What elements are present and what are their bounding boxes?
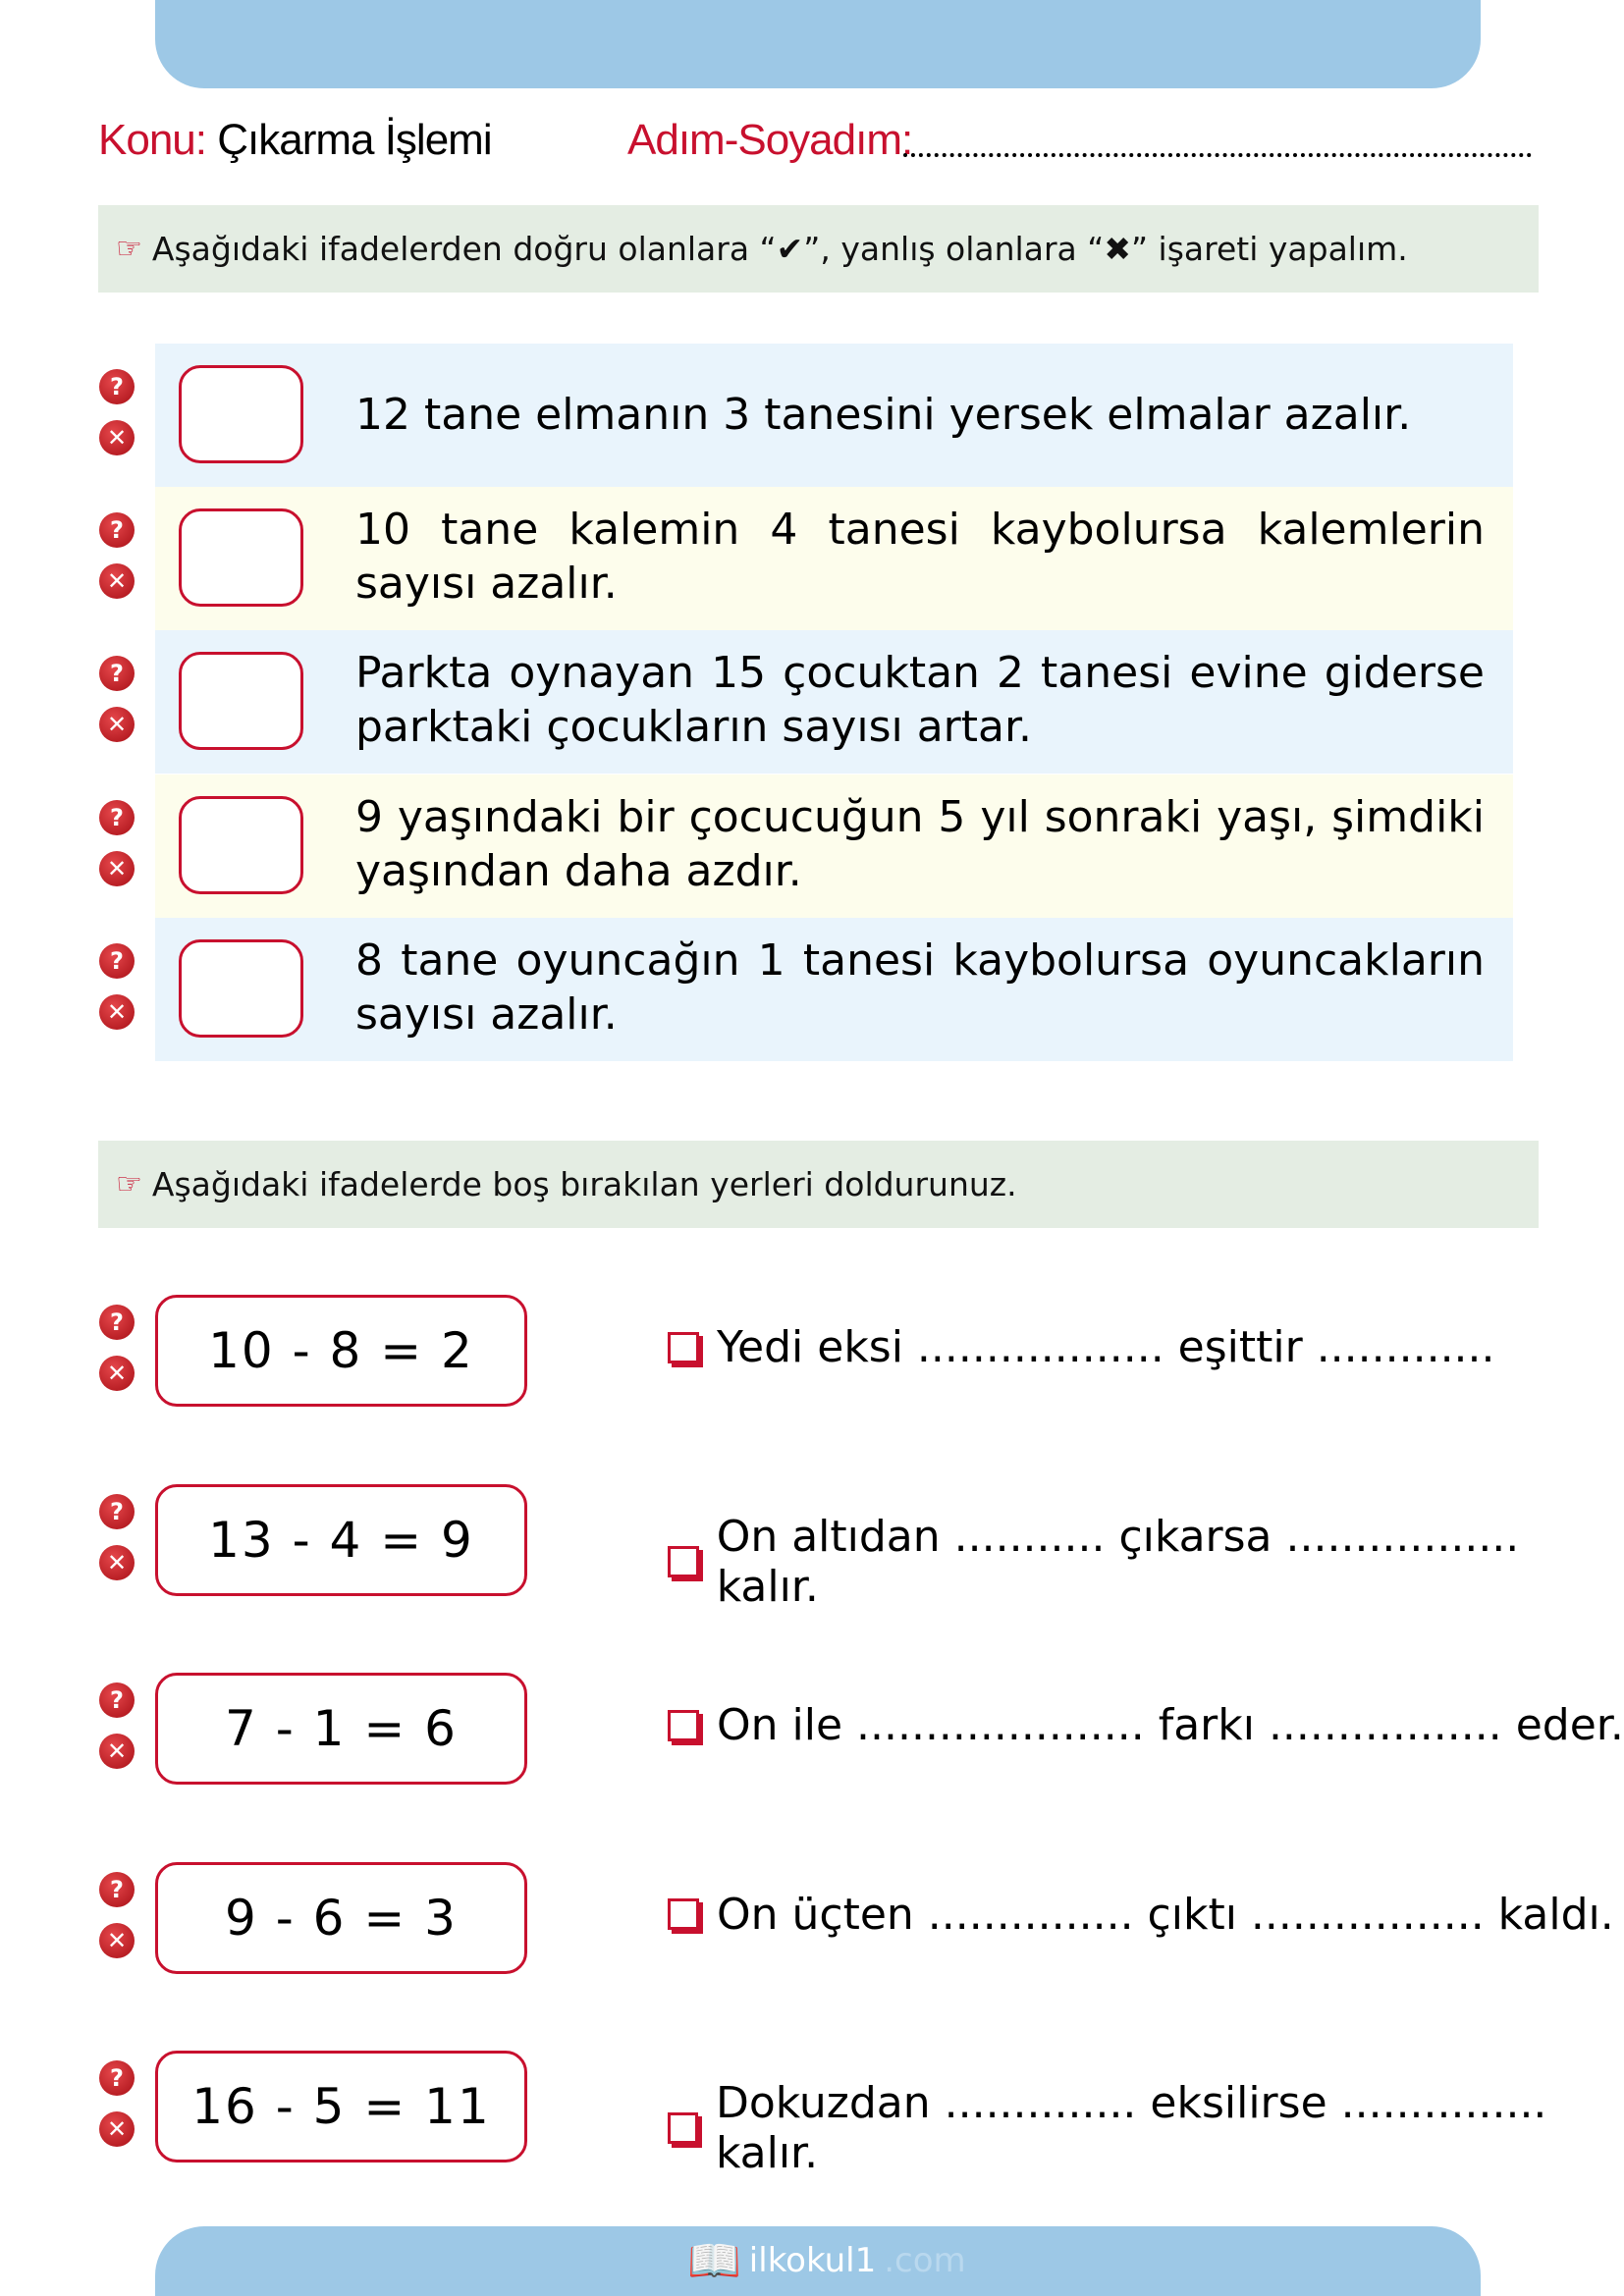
sentence-text[interactable]: On üçten ............... çıktı ................. kaldı. xyxy=(717,1889,1614,1940)
question-icon: ? xyxy=(99,943,135,979)
wrong-icon: ✕ xyxy=(99,851,135,886)
sentence-text[interactable]: On altıdan ........... çıkarsa ................. kalır. xyxy=(716,1511,1520,1612)
checkbox-icon xyxy=(668,2112,698,2144)
statement-text: 8 tane oyuncağın 1 tanesi kaybolursa oyuncakların sayısı azalır. xyxy=(355,934,1485,1040)
fill-in-sentence xyxy=(668,1890,1614,1940)
book-icon: 📖 xyxy=(687,2236,741,2286)
statement-text: Parkta oynayan 15 çocuktan 2 tanesi evine giderse parktaki çocukların sayısı artar. xyxy=(355,648,1485,753)
top-banner xyxy=(155,0,1481,88)
equation-box: 16 - 5 = 11 xyxy=(155,2051,527,2163)
answer-box[interactable] xyxy=(179,508,303,607)
question-icon: ? xyxy=(99,1305,135,1340)
question-icon: ? xyxy=(99,2060,135,2096)
question-icon: ? xyxy=(99,369,135,404)
wrong-icon: ✕ xyxy=(99,1545,135,1580)
pointing-hand-icon: ☞ xyxy=(116,232,142,266)
fill-in-sentence xyxy=(668,1700,1624,1750)
checkbox-icon xyxy=(668,1332,699,1363)
site-logo xyxy=(687,2235,966,2286)
equation-box: 10 - 8 = 2 xyxy=(155,1295,527,1407)
topic-heading xyxy=(98,116,492,165)
instruction-box-1 xyxy=(98,205,1539,293)
answer-box[interactable] xyxy=(179,365,303,463)
name-label: Adım-Soyadım: xyxy=(627,116,913,164)
instruction-text: Aşağıdaki ifadelerde boş bırakılan yerleri doldurunuz. xyxy=(151,1165,1017,1203)
statement-text: 12 tane elmanın 3 tanesini yersek elmalar azalır. xyxy=(355,390,1412,440)
equation-box: 7 - 1 = 6 xyxy=(155,1673,527,1785)
sentence-text[interactable]: Dokuzdan .............. eksilirse ............... kalır. xyxy=(715,2078,1547,2178)
fill-in-sentence xyxy=(668,1512,1624,1612)
statement-text: 9 yaşındaki bir çocucuğun 5 yıl sonraki yaşı, şimdiki yaşından daha azdır. xyxy=(355,791,1485,896)
checkbox-icon xyxy=(668,1546,699,1577)
wrong-icon: ✕ xyxy=(99,2111,135,2147)
wrong-icon: ✕ xyxy=(99,707,135,742)
answer-box[interactable] xyxy=(179,796,303,894)
wrong-icon: ✕ xyxy=(99,1734,135,1769)
wrong-icon: ✕ xyxy=(99,563,135,599)
statement-text: 10 tane kalemin 4 tanesi kaybolursa kalemlerin sayısı azalır. xyxy=(355,505,1485,610)
question-icon: ? xyxy=(99,800,135,835)
topic-label: Konu: xyxy=(98,116,206,164)
checkbox-icon xyxy=(668,1710,699,1741)
logo-text: ilkokul1 xyxy=(748,2241,877,2280)
checkbox-icon xyxy=(668,1898,699,1930)
instruction-box-2 xyxy=(98,1141,1539,1228)
answer-box[interactable] xyxy=(179,939,303,1038)
question-icon: ? xyxy=(99,656,135,691)
fill-in-sentence xyxy=(668,1322,1495,1372)
wrong-icon: ✕ xyxy=(99,1356,135,1391)
logo-suffix: .com xyxy=(884,2241,966,2280)
question-icon: ? xyxy=(99,1494,135,1529)
equation-box: 9 - 6 = 3 xyxy=(155,1862,527,1974)
wrong-icon: ✕ xyxy=(99,1923,135,1958)
answer-box[interactable] xyxy=(179,652,303,750)
name-field-line[interactable] xyxy=(903,153,1532,157)
wrong-icon: ✕ xyxy=(99,994,135,1030)
sentence-text[interactable]: Yedi eksi .................. eşittir ............. xyxy=(717,1322,1495,1372)
question-icon: ? xyxy=(99,1872,135,1907)
sentence-text[interactable]: On ile ..................... farkı ................. eder. xyxy=(717,1700,1624,1750)
equation-box: 13 - 4 = 9 xyxy=(155,1484,527,1596)
instruction-text: Aşağıdaki ifadelerden doğru olanlara “✔”, yanlış olanlara “✖” işareti yapalım. xyxy=(151,230,1408,268)
question-icon: ? xyxy=(99,512,135,548)
wrong-icon: ✕ xyxy=(99,420,135,455)
question-icon: ? xyxy=(99,1682,135,1718)
pointing-hand-icon: ☞ xyxy=(116,1167,142,1201)
fill-in-sentence xyxy=(668,2078,1624,2178)
topic-value: Çıkarma İşlemi xyxy=(217,116,492,164)
